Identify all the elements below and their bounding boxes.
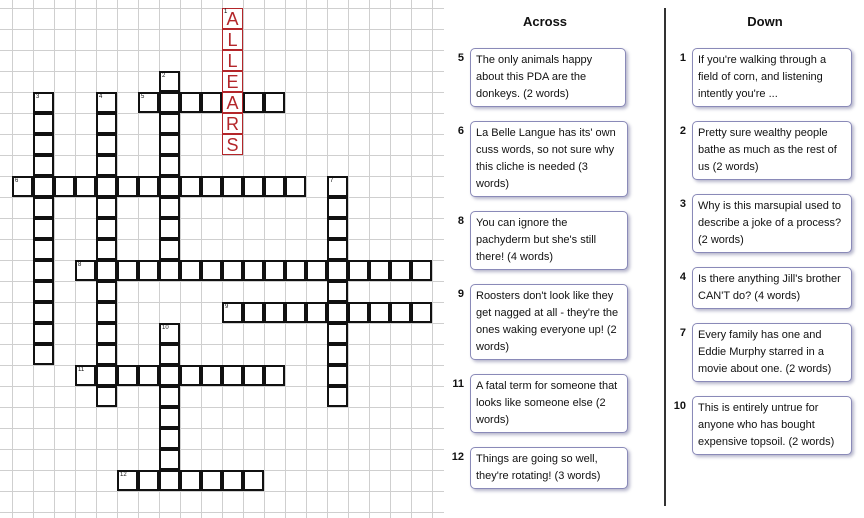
crossword-cell[interactable] [327,365,348,386]
down-clue-10[interactable] [666,396,852,455]
crossword-cell[interactable] [159,176,180,197]
answer-letter[interactable]: R [222,113,243,134]
crossword-cell[interactable] [159,470,180,491]
crossword-cell[interactable] [327,239,348,260]
crossword-cell[interactable] [75,260,96,281]
crossword-cell[interactable] [96,197,117,218]
clue-text: Things are going so well, they're rotating! (3 words) [470,447,628,489]
crossword-cell[interactable] [117,365,138,386]
clue-number: 10 [673,400,686,412]
down-clue-1[interactable] [666,48,852,107]
crossword-cell[interactable] [33,218,54,239]
crossword-cell[interactable] [159,218,180,239]
clue-number: 6 [457,125,464,137]
crossword-cell[interactable] [96,239,117,260]
crossword-cell[interactable] [159,407,180,428]
crossword-cell[interactable] [159,260,180,281]
crossword-cell[interactable] [33,197,54,218]
cell-number: 6 [15,178,19,184]
crossword-cell[interactable] [264,365,285,386]
crossword-cell[interactable] [138,176,159,197]
cell-number: 1 [224,9,228,15]
down-clue-7[interactable] [666,323,852,382]
clue-text: Roosters don't look like they get nagged at all - they're the ones waking everyone up! (2 words) [470,284,628,360]
clue-text: A fatal term for someone that looks like someone else (2 words) [470,374,628,433]
crossword-cell[interactable] [201,176,222,197]
crossword-cell[interactable] [264,92,285,113]
crossword-cell[interactable] [75,176,96,197]
crossword-cell[interactable] [96,281,117,302]
clue-number: 2 [679,125,686,137]
across-header: Across [522,14,568,29]
crossword-cell[interactable] [327,386,348,407]
crossword-cell[interactable] [33,302,54,323]
crossword-cell[interactable] [285,176,306,197]
crossword-cell[interactable] [222,176,243,197]
clue-number: 1 [679,52,686,64]
crossword-cell[interactable] [33,134,54,155]
crossword-cell[interactable] [33,113,54,134]
crossword-cell[interactable] [411,302,432,323]
across-clue-11[interactable] [444,374,628,433]
crossword-cell[interactable] [201,365,222,386]
crossword-cell[interactable] [33,176,54,197]
crossword-cell[interactable] [117,260,138,281]
clue-number: 11 [452,378,464,390]
crossword-cell[interactable] [201,470,222,491]
crossword-cell[interactable] [96,218,117,239]
across-clue-9[interactable] [444,284,628,360]
answer-letter[interactable]: L [222,29,243,50]
crossword-cell[interactable] [348,260,369,281]
answer-letter[interactable]: A [222,8,243,29]
clue-number: 8 [457,215,464,227]
crossword-cell[interactable] [96,302,117,323]
crossword-cell[interactable] [96,92,117,113]
crossword-cell[interactable] [243,302,264,323]
crossword-cell[interactable] [222,365,243,386]
across-clue-6[interactable] [444,121,628,197]
crossword-cell[interactable] [96,344,117,365]
crossword-cell[interactable] [306,260,327,281]
crossword-cell[interactable] [117,176,138,197]
crossword-cell[interactable] [96,323,117,344]
crossword-cell[interactable] [96,113,117,134]
cell-number: 9 [225,304,229,310]
crossword-cell[interactable] [222,470,243,491]
crossword-cell[interactable] [159,365,180,386]
cell-number: 7 [330,178,334,184]
crossword-cell[interactable] [159,428,180,449]
crossword-cell[interactable] [33,92,54,113]
across-clue-5[interactable] [444,48,626,107]
cell-number: 4 [99,94,103,100]
crossword-cell[interactable] [390,260,411,281]
crossword-cell[interactable] [159,197,180,218]
crossword-cell[interactable] [159,155,180,176]
crossword-cell[interactable] [180,365,201,386]
cell-number: 2 [162,73,166,79]
down-clue-3[interactable] [666,194,852,253]
clue-text: La Belle Langue has its' own cuss words, so not sure why this cliche is needed (3 words) [470,121,628,197]
clue-number: 4 [679,271,686,283]
crossword-cell[interactable] [180,92,201,113]
clue-text: If you're walking through a field of corn, and listening intently you're ... [692,48,852,107]
crossword-cell[interactable] [243,260,264,281]
crossword-cell[interactable] [96,260,117,281]
crossword-cell[interactable] [138,470,159,491]
clue-number: 5 [457,52,464,64]
crossword-cell[interactable] [159,323,180,344]
crossword-cell[interactable] [243,470,264,491]
crossword-cell[interactable] [306,302,327,323]
crossword-cell[interactable] [33,344,54,365]
crossword-cell[interactable] [159,239,180,260]
crossword-cell[interactable] [390,302,411,323]
crossword-cell[interactable] [33,323,54,344]
crossword-cell[interactable] [75,365,96,386]
crossword-cell[interactable] [96,365,117,386]
down-clue-2[interactable] [666,121,852,180]
crossword-cell[interactable] [369,302,390,323]
down-clue-4[interactable] [666,267,852,309]
crossword-cell[interactable] [33,239,54,260]
crossword-cell[interactable] [96,386,117,407]
crossword-cell[interactable] [264,260,285,281]
crossword-cell[interactable] [222,260,243,281]
crossword-cell[interactable] [285,302,306,323]
crossword-cell[interactable] [327,344,348,365]
crossword-cell[interactable] [159,449,180,470]
crossword-cell[interactable] [159,344,180,365]
crossword-cell[interactable] [285,260,306,281]
crossword-cell[interactable] [264,176,285,197]
answer-letter[interactable]: A [222,92,243,113]
crossword-cell[interactable] [264,302,285,323]
crossword-cell[interactable] [159,113,180,134]
clue-text: This is entirely untrue for anyone who has bought expensive topsoil. (2 words) [692,396,852,455]
crossword-cell[interactable] [327,197,348,218]
crossword-cell[interactable] [222,302,243,323]
across-clue-12[interactable] [444,447,628,489]
cell-number: 11 [78,367,85,373]
answer-letter[interactable]: S [222,134,243,155]
clue-number: 9 [457,288,464,300]
clue-number: 12 [451,451,464,463]
crossword-cell[interactable] [33,260,54,281]
clue-number: 3 [679,198,686,210]
crossword-cell[interactable] [243,365,264,386]
crossword-cell[interactable] [369,260,390,281]
crossword-cell[interactable] [33,155,54,176]
down-header: Down [747,14,783,29]
crossword-cell[interactable] [138,260,159,281]
cell-number: 12 [120,472,127,478]
crossword-cell[interactable] [159,71,180,92]
crossword-cell[interactable] [180,470,201,491]
clue-text: Pretty sure wealthy people bathe as much as the rest of us (2 words) [692,121,852,180]
crossword-cell[interactable] [327,302,348,323]
crossword-cell[interactable] [327,281,348,302]
cell-number: 5 [141,94,145,100]
crossword-cell[interactable] [327,176,348,197]
clue-text: You can ignore the pachyderm but she's still there! (4 words) [470,211,628,270]
crossword-cell[interactable] [96,134,117,155]
crossword-cell[interactable] [327,323,348,344]
crossword-cell[interactable] [33,281,54,302]
crossword-cell[interactable] [159,386,180,407]
crossword-cell[interactable] [327,218,348,239]
crossword-cell[interactable] [96,176,117,197]
crossword-cell[interactable] [201,92,222,113]
clue-text: Is there anything Jill's brother CAN'T do? (4 words) [692,267,852,309]
crossword-cell[interactable] [243,176,264,197]
crossword-cell[interactable] [12,176,33,197]
crossword-cell[interactable] [159,134,180,155]
clue-number: 7 [679,327,686,339]
crossword-cell[interactable] [54,176,75,197]
crossword-cell[interactable] [243,92,264,113]
crossword-cell[interactable] [348,302,369,323]
cell-number: 8 [78,262,82,268]
crossword-cell[interactable] [138,365,159,386]
crossword-cell[interactable] [117,470,138,491]
answer-letter[interactable]: L [222,50,243,71]
cell-number: 3 [36,94,40,100]
crossword-cell[interactable] [180,260,201,281]
crossword-cell[interactable] [201,260,222,281]
clue-text: Why is this marsupial used to describe a joke of a process? (2 words) [692,194,852,253]
crossword-cell[interactable] [96,155,117,176]
crossword-cell[interactable] [327,260,348,281]
clue-text: Every family has one and Eddie Murphy starred in a movie about one. (2 words) [692,323,852,382]
clue-text: The only animals happy about this PDA are the donkeys. (2 words) [470,48,626,107]
answer-letter[interactable]: E [222,71,243,92]
cell-number: 10 [162,325,169,331]
crossword-cell[interactable] [138,92,159,113]
crossword-cell[interactable] [180,176,201,197]
crossword-cell[interactable] [411,260,432,281]
crossword-cell[interactable] [159,92,180,113]
across-clue-8[interactable] [444,211,628,270]
